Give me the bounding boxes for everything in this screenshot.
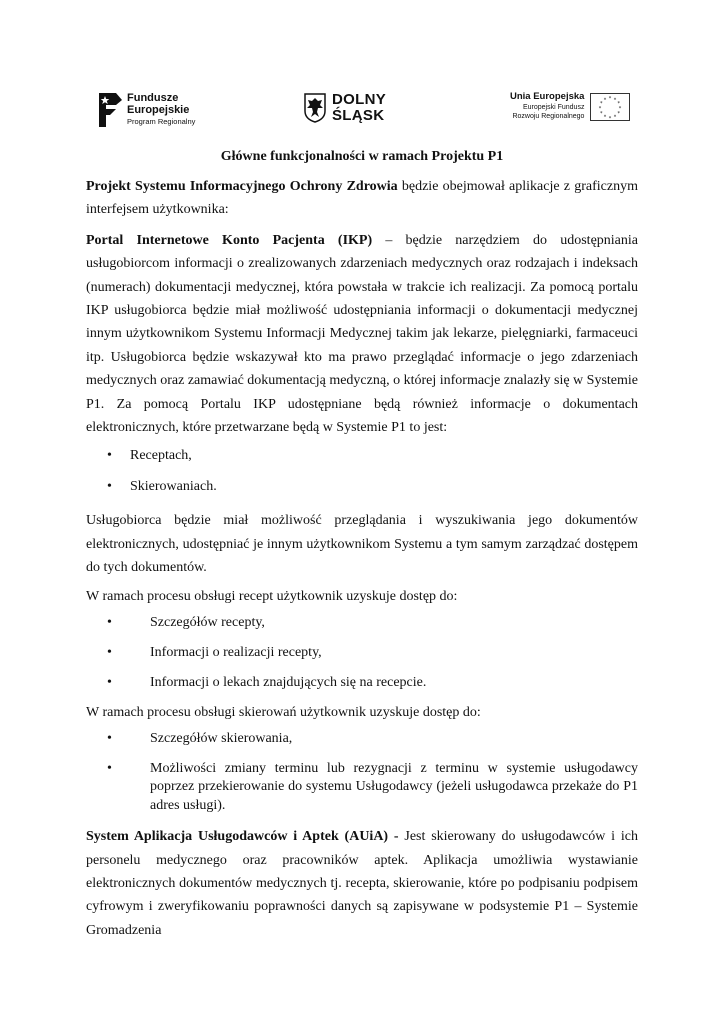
svg-text:*: * xyxy=(600,100,604,107)
svg-text:*: * xyxy=(600,110,604,117)
dolny-slask-logo xyxy=(304,92,386,124)
svg-text:*: * xyxy=(599,105,602,112)
intro-paragraph xyxy=(86,175,638,222)
fe-star-icon xyxy=(96,93,122,127)
ds-line2: ŚLĄSK xyxy=(332,107,385,124)
list-item: • Informacji o realizacji recepty, xyxy=(86,644,638,662)
list-item: • Szczegółów recepty, xyxy=(86,614,638,632)
svg-text:*: * xyxy=(617,110,621,117)
intro-bold: Projekt Systemu Informacyjnego Ochrony Zdrowia xyxy=(86,179,398,194)
list-item: • Skierowaniach. xyxy=(86,478,638,496)
page-title: Główne funkcjonalności w ramach Projektu P1 xyxy=(220,149,504,164)
recepty-lead: W ramach procesu obsługi recept użytkownik uzyskuje dostęp do: xyxy=(86,588,458,604)
list-item: • Możliwości zmiany terminu lub rezygnacji z terminu w systemie usługodawcy poprzez przekierowanie do systemu Usługodawcy (jeżeli usługodawca przekaże do P1 adres usługi). xyxy=(86,760,638,816)
logo-bar xyxy=(0,86,725,136)
uslugobiorca-paragraph: Usługobiorca będzie miał możliwość przeglądania i wyszukiwania jego dokumentów elektronicznych, udostępniać je innym użytkownikom Systemu a tym samym zarządzać dostępem do tych dokumentów. xyxy=(86,513,638,576)
fundusze-europejskie-logo xyxy=(96,92,195,128)
ikp-document-list xyxy=(86,447,638,496)
ikp-bold: Portal Internetowe Konto Pacjenta (IKP) xyxy=(86,232,373,248)
svg-text:*: * xyxy=(614,114,617,120)
list-item: • Receptach, xyxy=(86,447,638,465)
auia-bold: System Aplikacja Usługodawców i Aptek (AUiA) - xyxy=(86,829,399,845)
unia-europejska-logo xyxy=(510,92,630,121)
svg-text:*: * xyxy=(619,105,622,112)
list-item: • Informacji o lekach znajdujących się na recepcie. xyxy=(86,674,638,692)
fe-line3: Program Regionalny xyxy=(127,117,196,126)
auia-text: Jest skierowany do usługodawców i ich personelu medycznego oraz pracowników aptek. Aplikacja umożliwia wystawianie elektronicznych dokumentów medycznych tj. recepta, skierowanie, które po podpisaniu podpisem cyfrowym i zweryfikowaniu poprawności danych są zapisywane w podsystemie P1 – Systemie Gromadzenia xyxy=(86,829,638,938)
ds-line1: DOLNY xyxy=(332,91,386,108)
ue-line3: Rozwoju Regionalnego xyxy=(512,113,585,120)
svg-text:*: * xyxy=(604,114,607,120)
svg-text:*: * xyxy=(604,96,607,103)
svg-text:*: * xyxy=(609,95,612,102)
svg-text:*: * xyxy=(617,100,621,107)
fe-line1: Fundusze xyxy=(127,92,179,104)
eagle-crest-icon xyxy=(304,93,326,123)
ue-line1: Unia Europejska xyxy=(510,91,585,102)
list-item: • Szczegółów skierowania, xyxy=(86,730,638,748)
ikp-paragraph xyxy=(86,229,638,440)
fe-line2: Europejskie xyxy=(127,104,190,116)
ue-line2: Europejski Fundusz xyxy=(522,104,585,111)
intro-text: będzie obejmował aplikacje z graficznym interfejsem użytkownika: xyxy=(86,179,638,218)
skierowania-lead: W ramach procesu obsługi skierowań użytkownik uzyskuje dostęp do: xyxy=(86,704,481,720)
svg-text:*: * xyxy=(609,115,612,120)
auia-paragraph xyxy=(86,825,638,942)
svg-text:*: * xyxy=(614,96,617,103)
document-body xyxy=(86,147,638,950)
recepty-list xyxy=(86,614,638,692)
skierowania-list xyxy=(86,730,638,816)
eu-flag-icon xyxy=(590,93,630,121)
ikp-text: – będzie narzędziem do udostępniania usługobiorcom informacji o zrealizowanych zdarzeniach medycznych oraz rodzajach i indeksach (numerach) dokumentacji medycznej, która powstała w trakcie ich realizacji. Za pomocą portalu IKP usługobiorca będzie miał możliwość udostępniania informacji o dokumentacji medycznej innym użytkownikom Systemu Informacji Medycznej takim jak lekarze, pielęgniarki, farmaceuci itp. Usługobiorca będzie wskazywał kto ma prawo przeglądać informacje o jego zdarzeniach medycznych oraz zamawiać dokumentacją medyczną, o której informacje znalazły się w Systemie P1. Za pomocą Portalu IKP udostępniane będą również informacje o dokumentach elektronicznych, które przetwarzane będą w Systemie P1 to jest: xyxy=(86,232,638,436)
